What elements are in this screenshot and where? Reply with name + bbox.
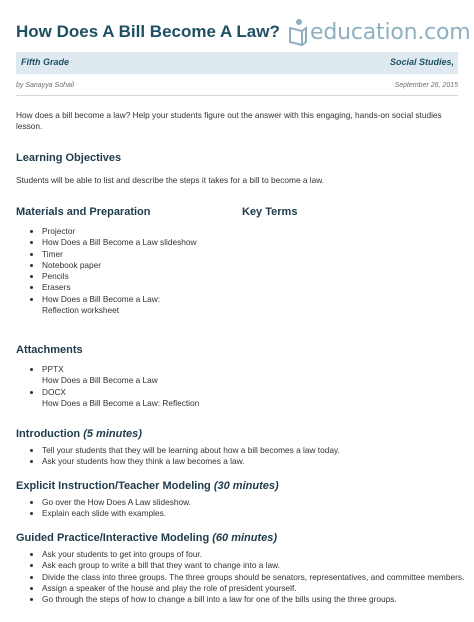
learning-objectives-heading: Learning Objectives (16, 152, 122, 164)
list-item: • How Does a Bill Become a Law: Reflection worksheet (42, 294, 192, 317)
attachments-list (16, 364, 199, 409)
list-item: • Ask each group to write a bill that they want to change into a law. (42, 560, 467, 571)
introduction-heading (16, 428, 340, 440)
explicit-title: Explicit Instruction/Teacher Modeling (16, 480, 211, 492)
learning-objectives-section (16, 152, 324, 186)
introduction-time: (5 minutes) (83, 428, 142, 440)
attachments-section (16, 344, 199, 409)
attachment-item[interactable] (42, 364, 199, 387)
intro-text: How does a bill become a law? Help your students figure out the answer with this engaging, hands-on social studies lesson. (16, 110, 442, 131)
intro-section (16, 110, 458, 132)
grade-label: Fifth Grade (21, 57, 70, 67)
list-item: • Ask your students how they think a law becomes a law. (42, 456, 340, 467)
list-item: • Go over the How Does A Law slideshow. (42, 497, 279, 508)
list-item: • Assign a speaker of the house and play the role of president yourself. (42, 583, 467, 594)
explicit-list (16, 497, 279, 520)
key-terms-heading: Key Terms (242, 206, 298, 218)
page-title: How Does A Bill Become A Law? (16, 22, 280, 41)
list-item: • How Does a Bill Become a Law slideshow (42, 237, 236, 248)
learning-objectives-text: Students will be able to list and describe the steps it takes for a bill to become a law. (16, 175, 325, 185)
guided-practice-section (16, 532, 467, 605)
list-item: • Ask your students to get into groups of four. (42, 549, 467, 560)
guided-list (16, 549, 467, 605)
publish-date: September 26, 2015 (394, 82, 458, 89)
explicit-time: (30 minutes) (213, 480, 279, 492)
list-item: • Erasers (42, 282, 236, 293)
lesson-meta-bar (16, 52, 458, 74)
attachments-heading: Attachments (16, 344, 83, 356)
explicit-heading (16, 480, 279, 492)
list-item: • Divide the class into three groups. The three groups should be senators, representatives, and committee members. (42, 572, 467, 583)
key-terms-section (242, 206, 458, 218)
introduction-section (16, 428, 340, 468)
explicit-instruction-section (16, 480, 279, 520)
materials-list (16, 226, 236, 316)
attachment-type: DOCX (42, 386, 66, 397)
guided-time: (60 minutes) (212, 532, 278, 544)
attachment-name: How Does a Bill Become a Law: Reflection (42, 397, 200, 408)
list-item: • Projector (42, 226, 236, 237)
guided-heading (16, 532, 467, 544)
list-item: • Notebook paper (42, 260, 236, 271)
materials-section (16, 206, 236, 316)
list-item: • Explain each slide with examples. (42, 508, 279, 519)
attachment-name: How Does a Bill Become a Law (42, 375, 158, 386)
list-item: • Tell your students that they will be learning about how a bill becomes a law today. (42, 445, 340, 456)
introduction-list (16, 445, 340, 468)
attachment-type: PPTX (42, 364, 64, 374)
list-item: • Pencils (42, 271, 236, 282)
byline (16, 82, 458, 96)
list-item: • Timer (42, 249, 236, 260)
education-logo[interactable] (286, 16, 471, 48)
book-person-icon (286, 18, 308, 46)
introduction-title: Introduction (16, 428, 81, 440)
subject-label: Social Studies, (389, 57, 454, 67)
author: by Sanayya Sohail (16, 82, 74, 89)
materials-heading: Materials and Preparation (16, 206, 151, 218)
attachment-item[interactable] (42, 387, 199, 410)
logo-wordmark: education.com (310, 20, 471, 45)
guided-title: Guided Practice/Interactive Modeling (16, 532, 210, 544)
list-item: • Go through the steps of how to change a bill into a law for one of the bills using the three groups. (42, 594, 467, 605)
